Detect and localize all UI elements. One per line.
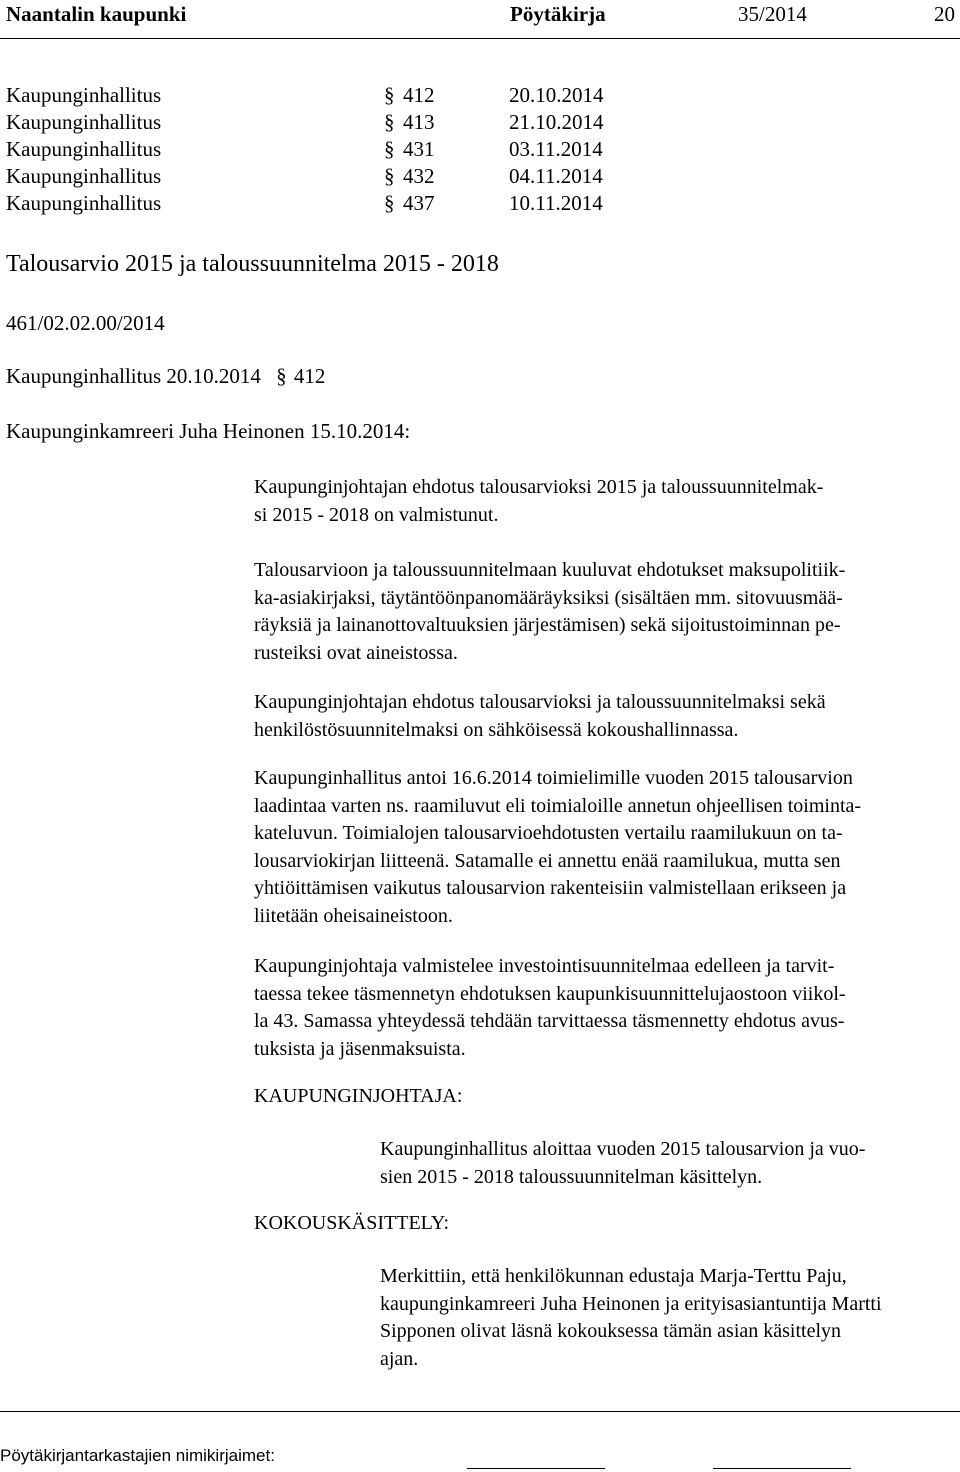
history-section-number: 432 — [403, 164, 435, 188]
item-title: Talousarvio 2015 ja taloussuunnitelma 2015 - 2018 — [6, 251, 499, 277]
section-sign: § — [384, 137, 395, 161]
section-sign: § — [384, 83, 395, 107]
paragraph-line: rusteiksi ovat aineistossa. — [254, 641, 458, 664]
preparer-line: Kaupunginkamreeri Juha Heinonen 15.10.2014: — [6, 419, 411, 443]
paragraph-line: si 2015 - 2018 on valmistunut. — [254, 503, 499, 526]
body-paragraph — [254, 953, 954, 1063]
paragraph-line: Kaupunginjohtajan ehdotus talousarvioksi 2015 ja taloussuunnitelmak- — [254, 476, 824, 498]
body-paragraph — [254, 474, 954, 529]
document-number: 35/2014 — [738, 2, 807, 26]
paragraph-line: Merkittiin, että henkilökunnan edustaja Marja-Terttu Paju, — [380, 1265, 847, 1287]
history-date: 04.11.2014 — [509, 164, 603, 188]
section-sign: § — [384, 110, 395, 134]
history-date: 03.11.2014 — [509, 137, 603, 161]
paragraph-line: ka-asiakirjaksi, täytäntöönpanomääräyksiksi (sisältäen mm. sitovuusmää- — [254, 586, 843, 609]
signature-line — [467, 1468, 605, 1469]
proposal-label: KAUPUNGINJOHTAJA: — [254, 1085, 463, 1107]
meeting-reference-number: 412 — [293, 364, 326, 388]
handling-text — [380, 1263, 960, 1373]
section-sign: § — [384, 164, 395, 188]
paragraph-line: lousarviokirjan liitteenä. Satamalle ei annettu enää raamilukua, mutta sen — [254, 849, 841, 872]
paragraph-line: räyksiä ja lainanottovaltuuksien järjestämisen) sekä sijoitustoiminnan pe- — [254, 614, 841, 636]
paragraph-line: kateluvun. Toimialojen talousarvioehdotusten vertailu raamilukuun on ta- — [254, 822, 843, 844]
header-rule — [0, 38, 960, 39]
page-number: 20 — [934, 2, 955, 26]
history-section-number: 412 — [403, 83, 435, 107]
body-paragraph — [254, 765, 954, 930]
history-date: 20.10.2014 — [509, 83, 604, 107]
paragraph-line: Kaupunginjohtajan ehdotus talousarvioksi ja taloussuunnitelmaksi sekä — [254, 691, 826, 713]
paragraph-line: Sipponen olivat läsnä kokouksessa tämän asian käsittelyn — [380, 1320, 842, 1342]
paragraph-line: kaupunginkamreeri Juha Heinonen ja erityisasiantuntija Martti — [380, 1292, 882, 1315]
paragraph-line: Kaupunginjohtaja valmistelee investointisuunnitelmaa edelleen ja tarvit- — [254, 955, 835, 977]
history-org: Kaupunginhallitus — [6, 110, 162, 134]
meeting-reference — [6, 364, 325, 389]
paragraph-line: liitetään oheisaineistoon. — [254, 904, 453, 927]
page-header — [0, 0, 960, 30]
body-paragraph — [254, 557, 954, 667]
section-sign: § — [384, 191, 395, 215]
history-date: 10.11.2014 — [509, 191, 603, 215]
paragraph-line: Talousarvioon ja taloussuunnitelmaan kuuluvat ehdotukset maksupolitiik- — [254, 559, 846, 581]
paragraph-line: taessa tekee täsmennetyn ehdotuksen kaupunkisuunnittelujaostoon viikol- — [254, 982, 846, 1005]
record-id: 461/02.02.00/2014 — [6, 311, 165, 335]
history-org: Kaupunginhallitus — [6, 164, 162, 188]
municipality-name: Naantalin kaupunki — [6, 2, 187, 26]
paragraph-line: sien 2015 - 2018 taloussuunnitelman käsittelyn. — [380, 1165, 763, 1188]
history-org: Kaupunginhallitus — [6, 83, 162, 107]
document-type: Pöytäkirja — [510, 2, 606, 26]
section-sign: § — [276, 364, 287, 388]
history-section-number: 437 — [403, 191, 435, 215]
history-org: Kaupunginhallitus — [6, 137, 162, 161]
paragraph-line: henkilöstösuunnitelmaksi on sähköisessä kokoushallinnassa. — [254, 718, 739, 741]
history-section-number: 431 — [403, 137, 435, 161]
proposal-text — [380, 1136, 960, 1191]
paragraph-line: la 43. Samassa yhteydessä tehdään tarvittaessa täsmennetty ehdotus avus- — [254, 1010, 845, 1032]
paragraph-line: ajan. — [380, 1347, 419, 1370]
paragraph-line: Kaupunginhallitus antoi 16.6.2014 toimielimille vuoden 2015 talousarvion — [254, 767, 853, 789]
footer-rule — [0, 1411, 960, 1412]
history-date: 21.10.2014 — [509, 110, 604, 134]
history-org: Kaupunginhallitus — [6, 191, 162, 215]
paragraph-line: tuksista ja jäsenmaksuista. — [254, 1037, 466, 1060]
signature-label: Pöytäkirjantarkastajien nimikirjaimet: — [0, 1446, 275, 1465]
body-paragraph — [254, 689, 954, 744]
history-section-number: 413 — [403, 110, 435, 134]
paragraph-line: Kaupunginhallitus aloittaa vuoden 2015 talousarvion ja vuo- — [380, 1138, 866, 1160]
signature-line — [713, 1468, 851, 1469]
paragraph-line: laadintaa varten ns. raamiluvut eli toimialoille annetun ohjeellisen toiminta- — [254, 794, 862, 817]
paragraph-line: yhtiöittämisen vaikutus talousarvion rakenteisiin valmistellaan erikseen ja — [254, 877, 847, 899]
meeting-reference-org: Kaupunginhallitus 20.10.2014 — [6, 364, 261, 388]
handling-label: KOKOUSKÄSITTELY: — [254, 1212, 450, 1234]
